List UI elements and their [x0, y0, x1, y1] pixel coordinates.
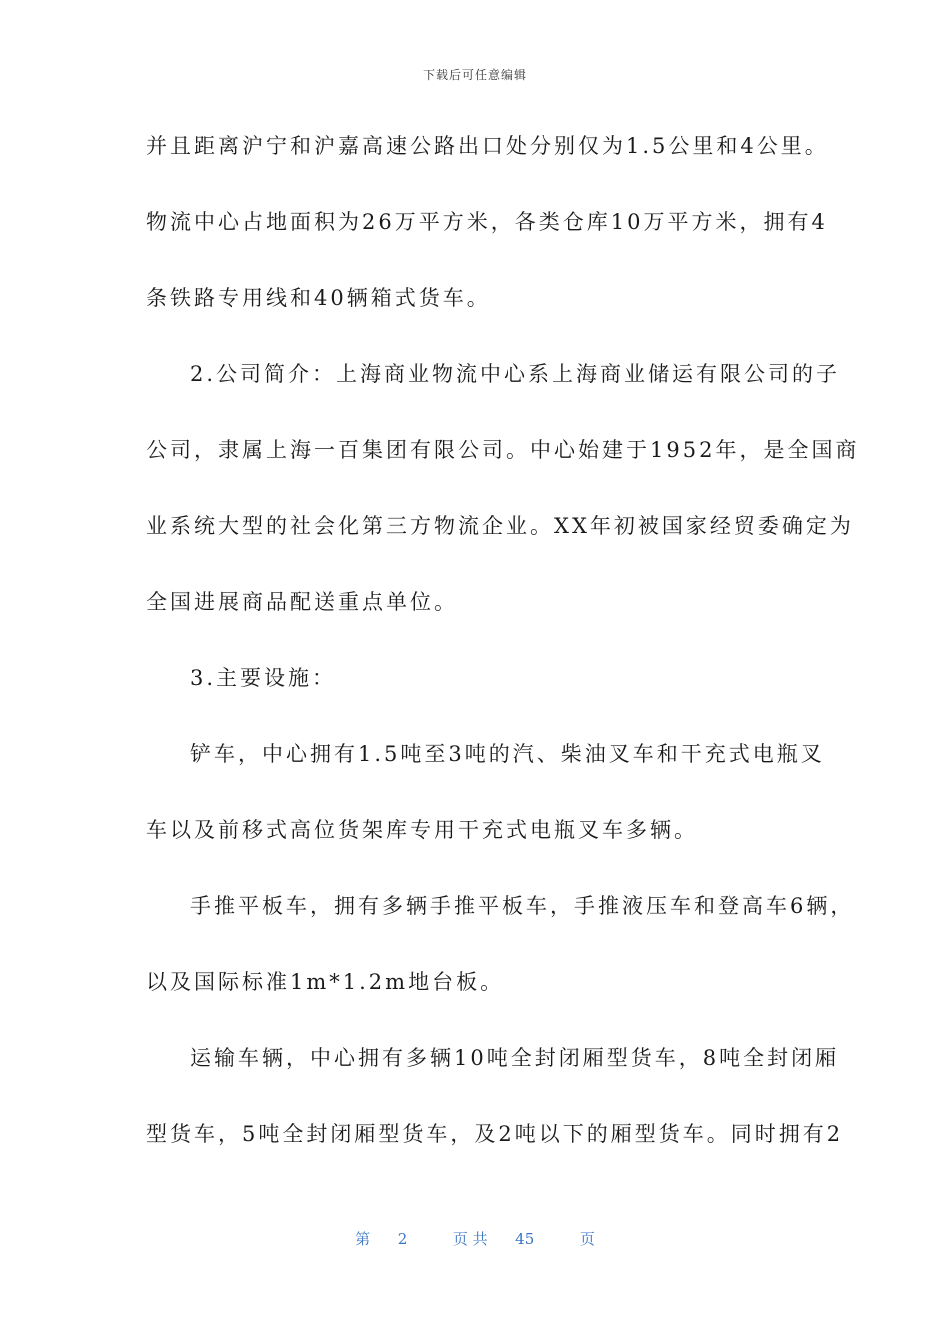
text-line: 公司，隶属上海一百集团有限公司。中心始建于1952年，是全国商 — [146, 438, 860, 462]
text-line: 物流中心占地面积为26万平方米，各类仓库10万平方米，拥有4 — [146, 210, 828, 234]
footer-page-number: 2 — [397, 1230, 408, 1248]
footer-middle: 页 共 — [452, 1230, 488, 1248]
text-line: 全国进展商品配送重点单位。 — [146, 590, 458, 614]
text-line: 铲车，中心拥有1.5吨至3吨的汽、柴油叉车和干充式电瓶叉 — [190, 742, 825, 766]
footer-total-pages: 45 — [515, 1230, 535, 1248]
footer-prefix: 第 — [355, 1230, 371, 1248]
document-body — [146, 126, 860, 1190]
text-line: 2.公司简介：上海商业物流中心系上海商业储运有限公司的子 — [190, 362, 841, 386]
text-line: 以及国际标准1m*1.2m地台板。 — [146, 970, 505, 994]
text-line: 并且距离沪宁和沪嘉高速公路出口处分别仅为1.5公里和4公里。 — [146, 134, 829, 158]
text-line: 运输车辆，中心拥有多辆10吨全封闭厢型货车，8吨全封闭厢 — [190, 1046, 840, 1070]
text-line: 条铁路专用线和40辆箱式货车。 — [146, 286, 491, 310]
text-line: 型货车，5吨全封闭厢型货车，及2吨以下的厢型货车。同时拥有2 — [146, 1122, 844, 1146]
page-footer — [0, 1228, 950, 1249]
text-line: 业系统大型的社会化第三方物流企业。XX年初被国家经贸委确定为 — [146, 514, 854, 538]
text-line: 3.主要设施： — [190, 666, 337, 690]
text-line: 车以及前移式高位货架库专用干充式电瓶叉车多辆。 — [146, 818, 698, 842]
footer-suffix: 页 — [579, 1230, 595, 1248]
text-line: 手推平板车，拥有多辆手推平板车，手推液压车和登高车6辆， — [190, 894, 855, 918]
page-header: 下载后可任意编辑 — [422, 68, 527, 82]
